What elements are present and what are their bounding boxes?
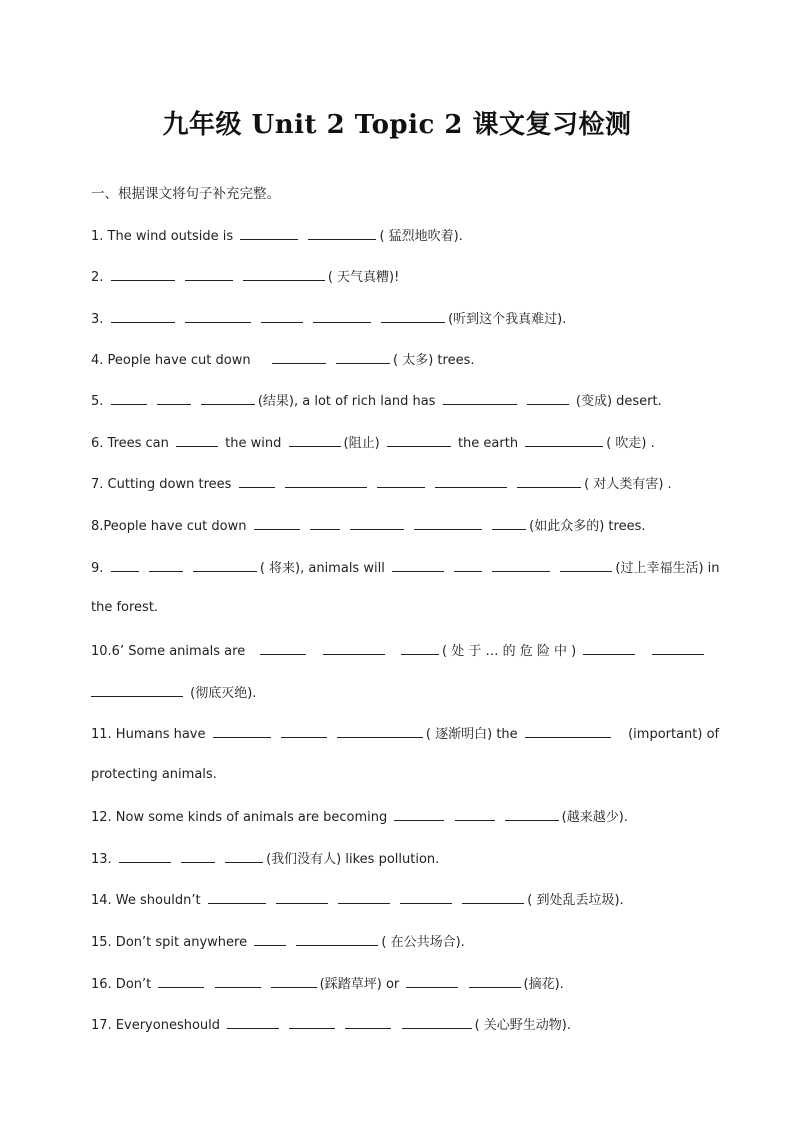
answer-blank[interactable] <box>296 932 378 946</box>
question-13 <box>91 849 703 869</box>
question-9-hint-live-happily: (过上幸福生活) in <box>615 561 720 576</box>
question-3 <box>91 309 703 329</box>
answer-blank[interactable] <box>181 849 215 863</box>
answer-blank[interactable] <box>560 558 612 572</box>
answer-blank[interactable] <box>652 641 704 655</box>
question-9-hint-future: ( 将来), animals will <box>259 561 385 576</box>
answer-blank[interactable] <box>310 516 340 530</box>
question-16 <box>91 974 703 994</box>
question-10-continuation <box>91 683 703 703</box>
question-10-hint-in-danger: ( 处 于 … 的 危 险 中 ) <box>442 644 577 659</box>
answer-blank[interactable] <box>201 391 255 405</box>
question-1 <box>91 226 703 246</box>
answer-blank[interactable] <box>176 433 218 447</box>
question-1-prefix: 1. The wind outside is <box>91 229 234 244</box>
answer-blank[interactable] <box>276 890 328 904</box>
answer-blank[interactable] <box>387 433 451 447</box>
answer-blank[interactable] <box>492 516 526 530</box>
answer-blank[interactable] <box>337 724 423 738</box>
answer-blank[interactable] <box>271 974 317 988</box>
answer-blank[interactable] <box>527 391 569 405</box>
answer-blank[interactable] <box>193 558 257 572</box>
question-5-hint-result: (结果), a lot of rich land has <box>257 394 436 409</box>
question-11 <box>91 724 720 744</box>
question-9-prefix: 9. <box>91 561 104 576</box>
answer-blank[interactable] <box>111 558 139 572</box>
answer-blank[interactable] <box>336 350 390 364</box>
answer-blank[interactable] <box>377 474 425 488</box>
question-17-hint: ( 关心野生动物). <box>474 1018 571 1033</box>
question-6-text-wind: the wind <box>225 436 282 451</box>
question-10-hint-die-out: (彻底灭绝). <box>190 686 257 701</box>
answer-blank[interactable] <box>443 391 517 405</box>
worksheet-title: 九年级 Unit 2 Topic 2 课文复习检测 <box>162 110 632 140</box>
question-16-hint-pick-flowers: (摘花). <box>523 977 564 992</box>
section-heading: 一、根据课文将句子补充完整。 <box>91 186 280 202</box>
answer-blank[interactable] <box>525 724 611 738</box>
answer-blank[interactable] <box>525 433 603 447</box>
answer-blank[interactable] <box>208 890 266 904</box>
answer-blank[interactable] <box>414 516 482 530</box>
question-10 <box>91 641 703 661</box>
answer-blank[interactable] <box>345 1015 391 1029</box>
question-15-hint: ( 在公共场合). <box>381 935 465 950</box>
answer-blank[interactable] <box>402 1015 472 1029</box>
answer-blank[interactable] <box>308 226 376 240</box>
answer-blank[interactable] <box>406 974 458 988</box>
question-6-hint-stop: (阻止) <box>343 436 380 451</box>
question-6-text-earth: the earth <box>457 436 519 451</box>
question-12 <box>91 807 703 827</box>
question-3-hint: (听到这个我真难过). <box>448 312 567 327</box>
question-8-hint: (如此众多的) trees. <box>529 519 646 534</box>
answer-blank[interactable] <box>240 226 298 240</box>
answer-blank[interactable] <box>285 474 367 488</box>
question-9 <box>91 558 720 578</box>
question-5-prefix: 5. <box>91 394 104 409</box>
question-9-continuation: the forest. <box>91 600 159 615</box>
question-7-prefix: 7. Cutting down trees <box>91 477 232 492</box>
question-4 <box>91 350 703 370</box>
answer-blank[interactable] <box>381 309 445 323</box>
question-2 <box>91 267 703 287</box>
question-6-hint-blow-away: ( 吹走) . <box>606 436 655 451</box>
answer-blank[interactable] <box>243 267 325 281</box>
answer-blank[interactable] <box>517 474 581 488</box>
question-12-hint: (越来越少). <box>561 810 628 825</box>
question-4-hint: ( 太多) trees. <box>393 353 475 368</box>
question-5 <box>91 391 703 411</box>
answer-blank[interactable] <box>260 641 306 655</box>
answer-blank[interactable] <box>185 267 233 281</box>
question-6 <box>91 433 703 453</box>
answer-blank[interactable] <box>227 1015 279 1029</box>
question-8 <box>91 516 703 536</box>
answer-blank[interactable] <box>119 849 171 863</box>
answer-blank[interactable] <box>401 641 439 655</box>
answer-blank[interactable] <box>261 309 303 323</box>
answer-blank[interactable] <box>400 890 452 904</box>
question-11-hint-important: (important) of <box>628 727 720 742</box>
question-17 <box>91 1015 703 1035</box>
answer-blank[interactable] <box>394 807 444 821</box>
answer-blank[interactable] <box>158 974 204 988</box>
question-7-hint: ( 对人类有害) . <box>584 477 672 492</box>
answer-blank[interactable] <box>435 474 507 488</box>
question-16-prefix: 16. Don’t <box>91 977 152 992</box>
question-15 <box>91 932 703 952</box>
answer-blank[interactable] <box>454 558 482 572</box>
answer-blank[interactable] <box>149 558 183 572</box>
answer-blank[interactable] <box>392 558 444 572</box>
answer-blank[interactable] <box>323 641 385 655</box>
answer-blank[interactable] <box>254 516 300 530</box>
answer-blank[interactable] <box>492 558 550 572</box>
answer-blank[interactable] <box>313 309 371 323</box>
answer-blank[interactable] <box>272 350 326 364</box>
question-12-prefix: 12. Now some kinds of animals are becoming <box>91 810 388 825</box>
answer-blank[interactable] <box>225 849 263 863</box>
answer-blank[interactable] <box>338 890 390 904</box>
answer-blank[interactable] <box>289 1015 335 1029</box>
question-4-prefix: 4. People have cut down <box>91 353 251 368</box>
question-14-prefix: 14. We shouldn’t <box>91 893 201 908</box>
question-16-hint-trample-grass: (踩踏草坪) or <box>319 977 400 992</box>
question-14-hint: ( 到处乱丢垃圾). <box>527 893 624 908</box>
question-2-hint: ( 天气真糟)! <box>327 270 400 285</box>
answer-blank[interactable] <box>462 890 524 904</box>
answer-blank[interactable] <box>111 267 175 281</box>
answer-blank[interactable] <box>289 433 341 447</box>
question-7 <box>91 474 703 494</box>
answer-blank[interactable] <box>215 974 261 988</box>
answer-blank[interactable] <box>213 724 271 738</box>
question-3-prefix: 3. <box>91 312 104 327</box>
question-13-hint: (我们没有人) likes pollution. <box>266 852 440 867</box>
answer-blank[interactable] <box>111 391 147 405</box>
answer-blank[interactable] <box>455 807 495 821</box>
answer-blank[interactable] <box>469 974 521 988</box>
question-8-prefix: 8.People have cut down <box>91 519 247 534</box>
answer-blank[interactable] <box>505 807 559 821</box>
answer-blank[interactable] <box>111 309 175 323</box>
answer-blank[interactable] <box>157 391 191 405</box>
question-10-prefix: 10.6’ Some animals are <box>91 644 246 659</box>
answer-blank[interactable] <box>239 474 275 488</box>
answer-blank[interactable] <box>91 683 183 697</box>
question-6-prefix: 6. Trees can <box>91 436 169 451</box>
answer-blank[interactable] <box>254 932 286 946</box>
question-2-prefix: 2. <box>91 270 104 285</box>
answer-blank[interactable] <box>350 516 404 530</box>
question-14 <box>91 890 703 910</box>
question-17-prefix: 17. Everyoneshould <box>91 1018 221 1033</box>
question-11-hint-realize: ( 逐渐明白) the <box>425 727 518 742</box>
question-11-continuation: protecting animals. <box>91 767 217 782</box>
question-5-hint-turn-into: (变成) desert. <box>575 394 662 409</box>
question-1-hint: ( 猛烈地吹着). <box>379 229 463 244</box>
question-11-prefix: 11. Humans have <box>91 727 206 742</box>
question-13-prefix: 13. <box>91 852 112 867</box>
answer-blank[interactable] <box>583 641 635 655</box>
answer-blank[interactable] <box>185 309 251 323</box>
answer-blank[interactable] <box>281 724 327 738</box>
question-15-prefix: 15. Don’t spit anywhere <box>91 935 248 950</box>
